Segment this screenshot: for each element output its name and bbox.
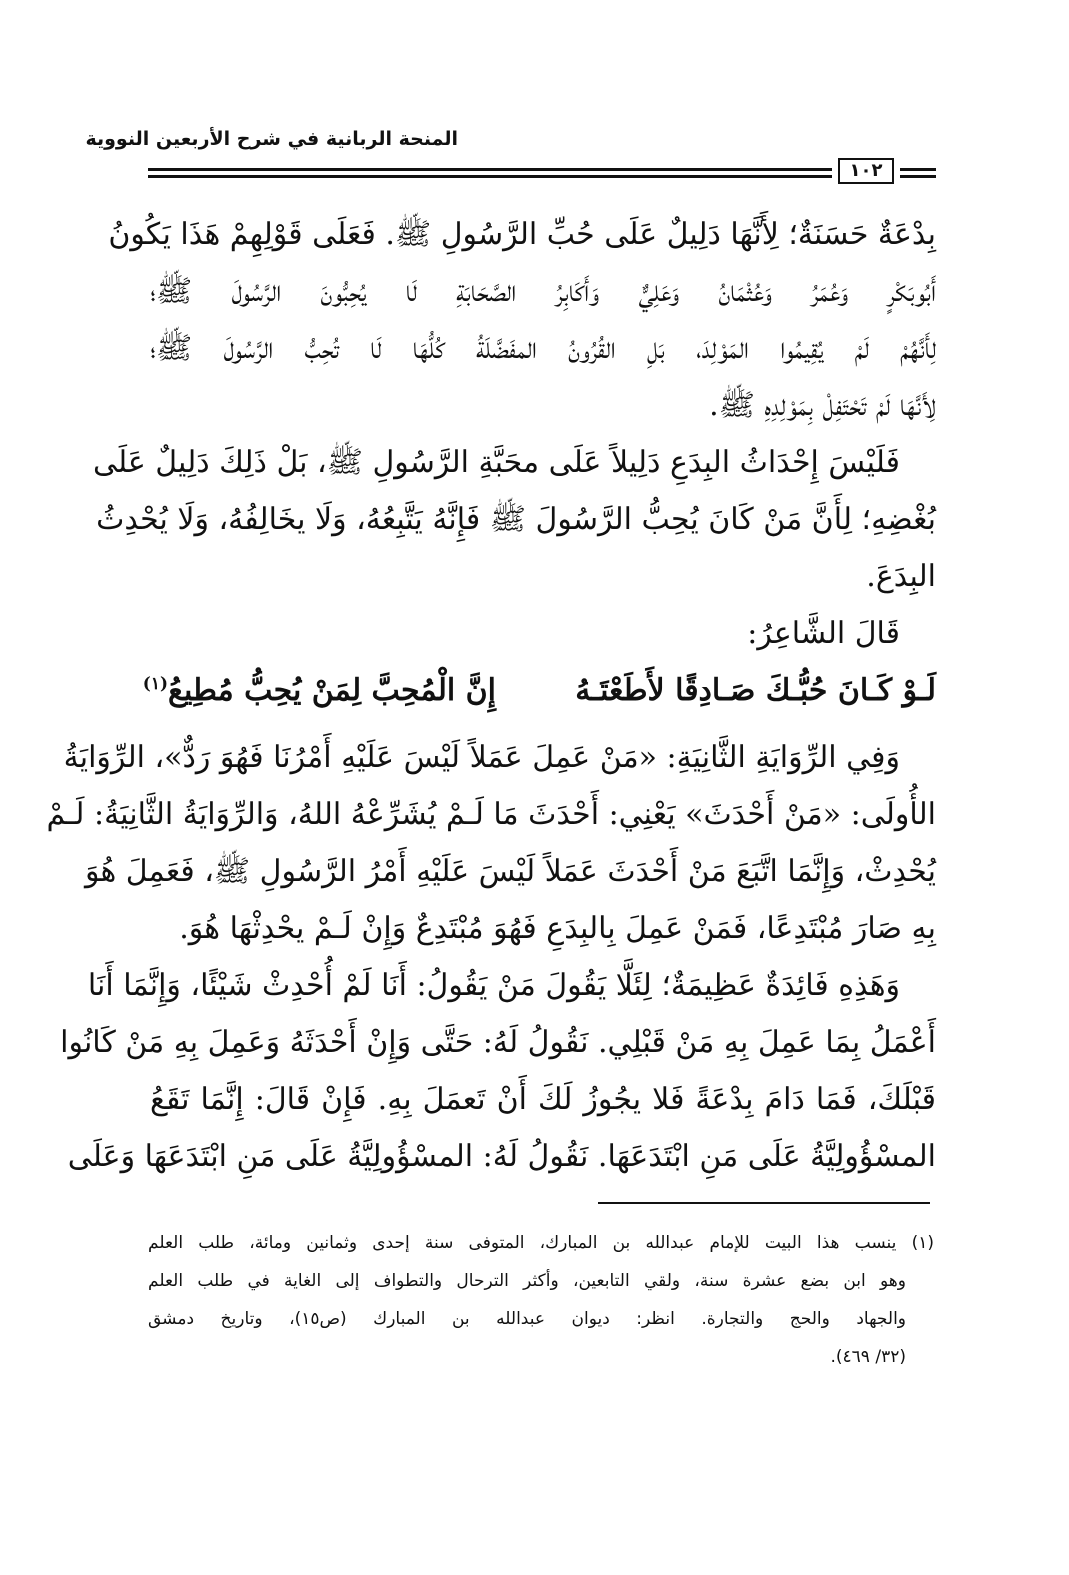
- paragraph-first-line: فَلَيْسَ إِحْدَاثُ البِدَعِ دَلِيلاً عَلَى محَبَّةِ الرَّسُولِ ﷺ، بَلْ ذَلِكَ دَلِيلٌ عَلَى: [92, 445, 900, 480]
- footnote-reference: (١): [142, 674, 169, 694]
- text-line: أَبُوبَكْرٍ وَعُمَرُ وَعُثْمَانُ وَعَلِيٌّ وَأَكَابِرُ الصَّحَابَةِ لَا يُحِبُّونَ الرَّسُولَ ﷺ؛: [150, 274, 936, 309]
- text-line: بِدْعَةٌ حَسَنَةٌ؛ لِأَنَّهَا دَلِيلٌ عَلَى حُبِّ الرَّسُولِ ﷺ. فَعَلَى قَوْلِهِمْ هَذَا يَكُونُ: [108, 217, 936, 252]
- paragraph-first-line: وَفِي الرِّوَايَةِ الثَّانِيَةِ: «مَنْ عَمِلَ عَمَلاً لَيْسَ عَلَيْهِ أَمْرُنَا فَهُوَ رَدٌّ»، الرِّوَايَةُ: [63, 740, 900, 775]
- spacer: [150, 719, 936, 729]
- text-line: البِدَعَ.: [866, 559, 936, 594]
- poem-verse: [142, 662, 936, 719]
- footnote-line: والجهاد والحج والتجارة. انظر: ديوان عبدالله بن المبارك (ص١٥)، وتاريخ دمشق: [148, 1309, 907, 1329]
- text-line: الأُولَى: «مَنْ أَحْدَثَ» يَعْنِي: أَحْدَثَ مَا لَـمْ يُشَرِّعْهُ اللهُ، وَالرِّوَايَةُ الثَّانِيَةُ: لَـمْ: [46, 797, 936, 832]
- footnote-line: وهو ابن بضع عشرة سنة، ولقي التابعين، وأكثر الترحال والتطواف إلى الغاية في طلب العلم: [148, 1271, 906, 1291]
- paragraph-first-line: وَهَذِهِ فَائِدَةٌ عَظِيمَةٌ؛ لِئَلَّا يَقُولَ مَنْ يَقُولُ: أَنَا لَمْ أُحْدِثْ شَيْئًا، وَإِنَّمَا أَنَا: [87, 968, 900, 1003]
- header-double-rule-left: [148, 168, 832, 178]
- footnotes: [148, 1224, 934, 1376]
- text-line: لِأَنَّهُمْ لَمْ يُقِيمُوا المَوْلِدَ، بَلِ القُرُونُ المفَضَّلَةُ كُلُّهَا لَا تُحِبُّ الرَّسُولَ ﷺ؛: [150, 331, 936, 366]
- footnote-line: (١) ينسب هذا البيت للإمام عبدالله بن المبارك، المتوفى سنة إحدى وثمانين ومائة، طلب العلم: [148, 1233, 934, 1253]
- text-line: المسْؤُولِيَّةُ عَلَى مَنِ ابْتَدَعَهَا. نَقُولُ لَهُ: المسْؤُولِيَّةُ عَلَى مَنِ ابْتَدَعَهَا وَعَلَى: [67, 1139, 936, 1174]
- page-number: ١٠٢: [838, 158, 894, 184]
- text-line: قَبْلَكَ، فَمَا دَامَ بِدْعَةً فَلا يجُوزُ لَكَ أَنْ تَعمَلَ بِهِ. فَإِنْ قَالَ: إِنَّمَا تَقَعُ: [150, 1082, 936, 1117]
- text-line: لِأَنَّهَا لَمْ تَحْتَفِلْ بِمَوْلِدِهِ ﷺ.: [709, 388, 936, 423]
- poem-first-hemistich: لَـوْ كَـانَ حُبُّـكَ صَـادِقًا لأَطَعْتَـهُ: [575, 673, 936, 708]
- poet-intro: قَالَ الشَّاعِرُ:: [747, 616, 900, 651]
- text-line: بُغْضِهِ؛ لِأَنَّ مَنْ كَانَ يُحِبُّ الرَّسُولَ ﷺ فَإِنَّهُ يَتَّبِعُهُ، وَلَا يخَالِفُهُ، وَلَا يُحْدِثُ: [96, 502, 936, 537]
- text-line: بِهِ صَارَ مُبْتَدِعًا، فَمَنْ عَمِلَ بِالبِدَعِ فَهُوَ مُبْتَدِعٌ وَإِنْ لَـمْ يحْدِثْهَا هُوَ.: [179, 911, 936, 946]
- main-text: [46, 206, 936, 1185]
- running-header-title: المنحة الربانية في شرح الأربعين النووية: [85, 128, 458, 150]
- poem-second-hemistich: [143, 662, 496, 719]
- footnote-line: (٣٢/ ٤٦٩).: [830, 1347, 906, 1367]
- poem-second-hemistich-text: إِنَّ الْمُحِبَّ لِمَنْ يُحِبُّ مُطِيعُ: [168, 673, 496, 708]
- header-rule: [148, 158, 936, 184]
- text-line: أَعْمَلُ بِمَا عَمِلَ بِهِ مَنْ قَبْلِي. نَقُولُ لَهُ: حَتَّى وَإِنْ أَحْدَثَهُ وَعَمِلَ بِهِ مَنْ كَانُوا: [60, 1025, 936, 1060]
- header-double-rule-right: [900, 168, 936, 178]
- text-line: يُحْدِثْ، وَإِنَّمَا اتَّبَعَ مَنْ أَحْدَثَ عَمَلاً لَيْسَ عَلَيْهِ أَمْرُ الرَّسُولِ ﷺ، فَعَمِلَ هُوَ: [84, 854, 936, 889]
- footnote-separator: [598, 1202, 930, 1204]
